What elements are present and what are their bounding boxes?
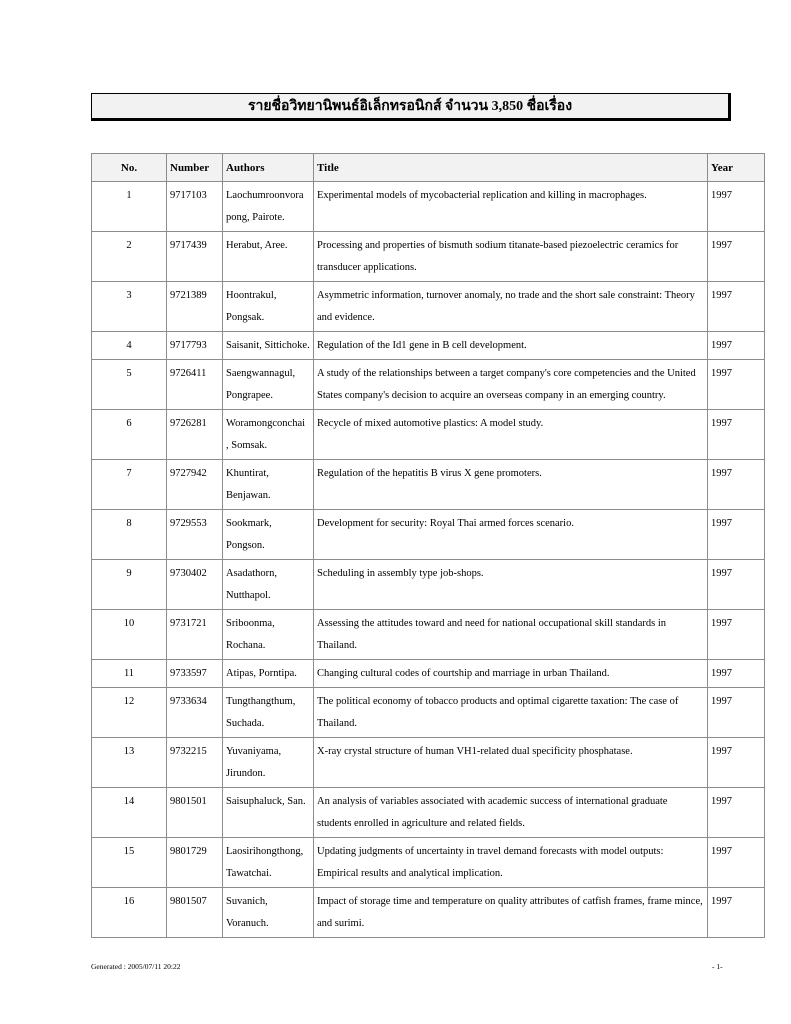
document-title: รายชื่อวิทยานิพนธ์อิเล็กทรอนิกส์ จำนวน 3,850 ชื่อเรื่อง — [247, 99, 573, 114]
cell-no: 3 — [92, 282, 167, 332]
cell-authors: Saengwannagul, Pongrapee. — [223, 360, 314, 410]
table-row — [92, 232, 765, 282]
cell-authors: Suvanich, Voranuch. — [223, 888, 314, 938]
cell-no: 11 — [92, 660, 167, 688]
cell-year: 1997 — [708, 560, 765, 610]
cell-number: 9726411 — [167, 360, 223, 410]
cell-title: A study of the relationships between a target company's core competencies and the United States company's decision to acquire an overseas company in an emerging country. — [314, 360, 708, 410]
cell-authors: Herabut, Aree. — [223, 232, 314, 282]
cell-authors: Tungthangthum, Suchada. — [223, 688, 314, 738]
cell-number: 9729553 — [167, 510, 223, 560]
cell-year: 1997 — [708, 332, 765, 360]
cell-title: Regulation of the Id1 gene in B cell development. — [314, 332, 708, 360]
cell-year: 1997 — [708, 660, 765, 688]
cell-title: Recycle of mixed automotive plastics: A model study. — [314, 410, 708, 460]
table-row — [92, 660, 765, 688]
cell-no: 7 — [92, 460, 167, 510]
cell-number: 9733597 — [167, 660, 223, 688]
col-header-authors: Authors — [223, 154, 314, 182]
cell-authors: Hoontrakul, Pongsak. — [223, 282, 314, 332]
cell-no: 6 — [92, 410, 167, 460]
cell-year: 1997 — [708, 888, 765, 938]
cell-number: 9731721 — [167, 610, 223, 660]
table-row — [92, 410, 765, 460]
cell-title: Changing cultural codes of courtship and marriage in urban Thailand. — [314, 660, 708, 688]
cell-year: 1997 — [708, 410, 765, 460]
col-header-no: No. — [92, 154, 167, 182]
cell-title: Processing and properties of bismuth sodium titanate-based piezoelectric ceramics for transducer applications. — [314, 232, 708, 282]
cell-title: Impact of storage time and temperature on quality attributes of catfish frames, frame mince, and surimi. — [314, 888, 708, 938]
table-row — [92, 560, 765, 610]
cell-no: 16 — [92, 888, 167, 938]
cell-no: 5 — [92, 360, 167, 410]
cell-no: 14 — [92, 788, 167, 838]
cell-no: 12 — [92, 688, 167, 738]
table-header-row — [92, 154, 765, 182]
cell-number: 9721389 — [167, 282, 223, 332]
cell-authors: Laosirihongthong, Tawatchai. — [223, 838, 314, 888]
cell-title: Scheduling in assembly type job-shops. — [314, 560, 708, 610]
table-row — [92, 182, 765, 232]
cell-title: X-ray crystal structure of human VH1-related dual specificity phosphatase. — [314, 738, 708, 788]
cell-no: 13 — [92, 738, 167, 788]
cell-year: 1997 — [708, 360, 765, 410]
cell-year: 1997 — [708, 610, 765, 660]
document-title-box — [91, 93, 731, 121]
col-header-title: Title — [314, 154, 708, 182]
cell-authors: Sookmark, Pongson. — [223, 510, 314, 560]
cell-year: 1997 — [708, 182, 765, 232]
cell-year: 1997 — [708, 232, 765, 282]
cell-authors: Atipas, Porntipa. — [223, 660, 314, 688]
cell-title: Updating judgments of uncertainty in travel demand forecasts with model outputs: Empirical results and analytical implication. — [314, 838, 708, 888]
cell-no: 9 — [92, 560, 167, 610]
cell-title: Experimental models of mycobacterial replication and killing in macrophages. — [314, 182, 708, 232]
cell-authors: Yuvaniyama, Jirundon. — [223, 738, 314, 788]
cell-title: Development for security: Royal Thai armed forces scenario. — [314, 510, 708, 560]
cell-year: 1997 — [708, 838, 765, 888]
cell-number: 9717103 — [167, 182, 223, 232]
cell-title: Regulation of the hepatitis B virus X gene promoters. — [314, 460, 708, 510]
table-row — [92, 282, 765, 332]
cell-number: 9801501 — [167, 788, 223, 838]
generated-timestamp: Generated : 2005/07/11 20:22 — [91, 962, 181, 971]
cell-number: 9727942 — [167, 460, 223, 510]
cell-authors: Laochumroonvora pong, Pairote. — [223, 182, 314, 232]
table-row — [92, 460, 765, 510]
table-row — [92, 688, 765, 738]
cell-number: 9733634 — [167, 688, 223, 738]
col-header-year: Year — [708, 154, 765, 182]
table-row — [92, 332, 765, 360]
cell-number: 9730402 — [167, 560, 223, 610]
cell-title: Assessing the attitudes toward and need for national occupational skill standards in Thailand. — [314, 610, 708, 660]
cell-year: 1997 — [708, 738, 765, 788]
cell-authors: Woramongconchai , Somsak. — [223, 410, 314, 460]
cell-no: 2 — [92, 232, 167, 282]
table-row — [92, 510, 765, 560]
cell-authors: Saisanit, Sittichoke. — [223, 332, 314, 360]
page-number: - 1- — [712, 962, 723, 971]
col-header-number: Number — [167, 154, 223, 182]
cell-authors: Sriboonma, Rochana. — [223, 610, 314, 660]
cell-year: 1997 — [708, 460, 765, 510]
cell-number: 9726281 — [167, 410, 223, 460]
cell-number: 9732215 — [167, 738, 223, 788]
cell-title: Asymmetric information, turnover anomaly, no trade and the short sale constraint: Theory and evidence. — [314, 282, 708, 332]
thesis-table — [91, 153, 765, 938]
table-body — [92, 182, 765, 938]
table-row — [92, 360, 765, 410]
cell-title: An analysis of variables associated with academic success of international graduate students enrolled in agriculture and related fields. — [314, 788, 708, 838]
table-row — [92, 838, 765, 888]
table-row — [92, 610, 765, 660]
table-row — [92, 788, 765, 838]
table-row — [92, 738, 765, 788]
cell-authors: Asadathorn, Nutthapol. — [223, 560, 314, 610]
cell-title: The political economy of tobacco products and optimal cigarette taxation: The case of Thailand. — [314, 688, 708, 738]
cell-authors: Saisuphaluck, San. — [223, 788, 314, 838]
cell-no: 10 — [92, 610, 167, 660]
cell-year: 1997 — [708, 282, 765, 332]
cell-no: 4 — [92, 332, 167, 360]
table-row — [92, 888, 765, 938]
cell-no: 8 — [92, 510, 167, 560]
cell-year: 1997 — [708, 688, 765, 738]
cell-year: 1997 — [708, 788, 765, 838]
cell-authors: Khuntirat, Benjawan. — [223, 460, 314, 510]
cell-number: 9801729 — [167, 838, 223, 888]
cell-number: 9801507 — [167, 888, 223, 938]
cell-number: 9717439 — [167, 232, 223, 282]
cell-no: 1 — [92, 182, 167, 232]
cell-year: 1997 — [708, 510, 765, 560]
cell-no: 15 — [92, 838, 167, 888]
cell-number: 9717793 — [167, 332, 223, 360]
